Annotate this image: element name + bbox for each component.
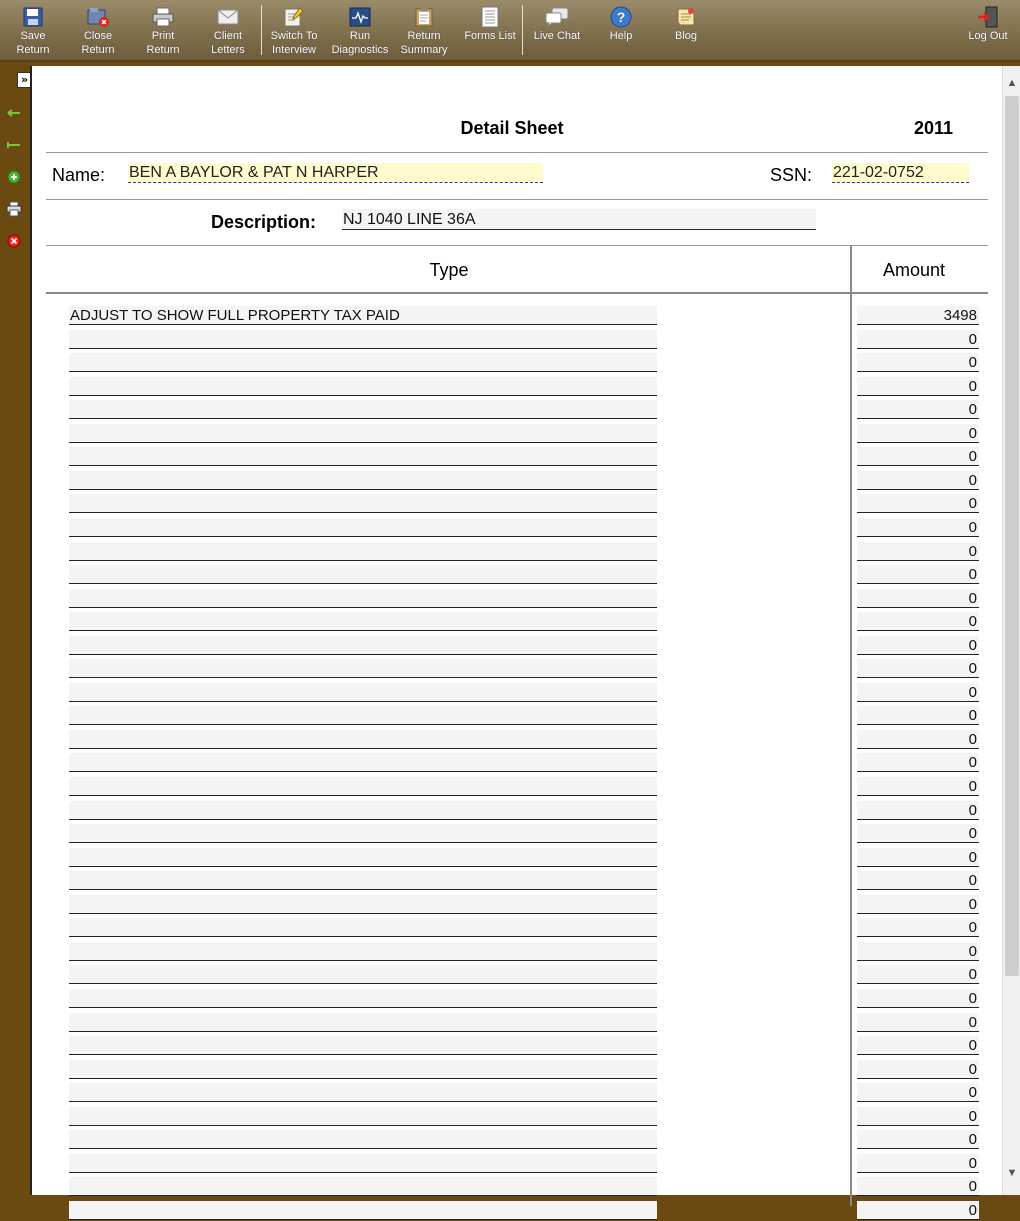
type-field[interactable] [69,1130,657,1149]
type-field[interactable] [69,565,657,584]
amount-field[interactable]: 0 [857,801,979,820]
amount-column-header: Amount [882,260,946,280]
divider [46,199,988,200]
forms-list-icon [479,6,501,28]
description-label: Description: [211,212,317,232]
type-field[interactable] [69,706,657,725]
amount-field[interactable]: 0 [857,942,979,961]
amount-field[interactable]: 0 [857,706,979,725]
help-icon [610,6,632,28]
type-field[interactable] [69,1083,657,1102]
amount-field[interactable]: 0 [857,612,979,631]
type-field[interactable] [69,989,657,1008]
type-field[interactable] [69,1036,657,1055]
add-icon[interactable] [6,169,22,185]
amount-field[interactable]: 0 [857,824,979,843]
type-field[interactable] [69,377,657,396]
type-field[interactable] [69,542,657,561]
description-field[interactable]: NJ 1040 LINE 36A [342,209,816,230]
logout-icon [977,6,999,28]
name-label: Name: [52,165,106,185]
amount-field[interactable]: 0 [857,424,979,443]
type-field[interactable] [69,659,657,678]
type-field[interactable]: ADJUST TO SHOW FULL PROPERTY TAX PAID [69,306,657,325]
type-field[interactable] [69,1107,657,1126]
amount-field[interactable]: 0 [857,730,979,749]
ssn-field[interactable]: 221-02-0752 [832,163,969,183]
amount-field[interactable]: 0 [857,1177,979,1196]
scrollbar-thumb[interactable] [1005,96,1019,976]
type-field[interactable] [69,1060,657,1079]
detail-sheet-form [30,66,1002,1219]
type-field[interactable] [69,965,657,984]
divider [46,152,988,153]
divider [46,245,988,246]
toolbar-separator [522,5,523,55]
type-field[interactable] [69,895,657,914]
amount-field[interactable]: 0 [857,330,979,349]
header-divider [46,292,988,294]
amount-field[interactable]: 0 [857,1036,979,1055]
type-field[interactable] [69,1154,657,1173]
amount-field[interactable]: 0 [857,895,979,914]
amount-field[interactable]: 0 [857,1130,979,1149]
type-field[interactable] [69,942,657,961]
amount-field[interactable]: 0 [857,753,979,772]
tax-year: 2011 [914,118,954,138]
help-button[interactable]: ? Help [600,0,642,60]
blog-icon [675,6,697,28]
print-return-button[interactable]: Print Return [142,0,184,60]
close-return-button[interactable]: Close Return [77,0,119,60]
amount-field[interactable]: 0 [857,447,979,466]
type-field[interactable] [69,871,657,890]
run-diagnostics-button[interactable]: Run Diagnostics [330,0,390,60]
toolbar [0,0,1020,62]
amount-field[interactable]: 3498 [857,306,979,325]
floppy-disk-icon [22,6,44,28]
client-letters-button[interactable]: Client Letters [207,0,249,60]
amount-field[interactable]: 0 [857,989,979,1008]
printer-icon[interactable] [6,201,22,217]
diagnostics-icon [349,6,371,28]
type-field[interactable] [69,1013,657,1032]
amount-field[interactable]: 0 [857,636,979,655]
type-field[interactable] [69,918,657,937]
amount-field[interactable]: 0 [857,777,979,796]
name-field[interactable]: BEN A BAYLOR & PAT N HARPER [128,163,543,183]
forms-list-button[interactable]: Forms List [462,0,518,60]
chat-bubbles-icon [546,6,568,28]
left-sidebar [0,64,30,1195]
type-field[interactable] [69,636,657,655]
save-return-button[interactable]: Save Return [12,0,54,60]
blog-button[interactable]: Blog [665,0,707,60]
type-field[interactable] [69,1177,657,1196]
amount-field[interactable]: 0 [857,918,979,937]
amount-field[interactable]: 0 [857,1154,979,1173]
toolbar-separator [261,5,262,55]
amount-field[interactable]: 0 [857,542,979,561]
type-field[interactable] [69,1201,657,1220]
amount-field[interactable]: 0 [857,377,979,396]
arrow-left-icon[interactable] [6,105,22,121]
type-field[interactable] [69,730,657,749]
amount-field[interactable]: 0 [857,494,979,513]
type-field[interactable] [69,353,657,372]
type-field[interactable] [69,824,657,843]
printer-icon [152,6,174,28]
amount-field[interactable]: 0 [857,471,979,490]
vertical-scrollbar[interactable] [1002,66,1020,1195]
clipboard-icon [413,6,435,28]
amount-field[interactable]: 0 [857,1060,979,1079]
amount-field[interactable]: 0 [857,353,979,372]
minus-icon[interactable] [6,137,22,153]
type-field[interactable] [69,471,657,490]
amount-field[interactable]: 0 [857,1013,979,1032]
type-field[interactable] [69,848,657,867]
amount-field[interactable]: 0 [857,1083,979,1102]
scroll-up-icon[interactable]: ▲ [1006,77,1018,89]
amount-field[interactable]: 0 [857,1107,979,1126]
amount-field[interactable]: 0 [857,400,979,419]
scroll-down-icon[interactable]: ▼ [1006,1167,1018,1179]
type-field[interactable] [69,518,657,537]
amount-field[interactable]: 0 [857,871,979,890]
amount-field[interactable]: 0 [857,683,979,702]
type-field[interactable] [69,612,657,631]
interview-icon [283,6,305,28]
svg-text:?: ? [616,9,626,25]
type-field[interactable] [69,400,657,419]
type-field[interactable] [69,683,657,702]
amount-field[interactable]: 0 [857,848,979,867]
return-summary-button[interactable]: Return Summary [398,0,450,60]
log-out-button[interactable]: Log Out [964,0,1012,60]
envelope-icon [217,6,239,28]
amount-field[interactable]: 0 [857,965,979,984]
ssn-label: SSN: [770,165,813,185]
amount-field[interactable]: 0 [857,518,979,537]
type-field[interactable] [69,589,657,608]
amount-field[interactable]: 0 [857,565,979,584]
expand-panel-button[interactable]: » [17,72,32,88]
delete-icon[interactable] [6,233,22,249]
type-field[interactable] [69,801,657,820]
amount-field[interactable]: 0 [857,1201,979,1220]
type-field[interactable] [69,424,657,443]
column-divider [850,246,852,1206]
type-field[interactable] [69,777,657,796]
amount-field[interactable]: 0 [857,589,979,608]
type-field[interactable] [69,330,657,349]
type-column-header: Type [429,260,469,280]
amount-field[interactable]: 0 [857,659,979,678]
type-field[interactable] [69,447,657,466]
type-field[interactable] [69,494,657,513]
live-chat-button[interactable]: Live Chat [530,0,584,60]
type-field[interactable] [69,753,657,772]
switch-to-interview-button[interactable]: Switch To Interview [266,0,322,60]
close-return-icon [87,6,109,28]
form-title: Detail Sheet [460,118,564,138]
